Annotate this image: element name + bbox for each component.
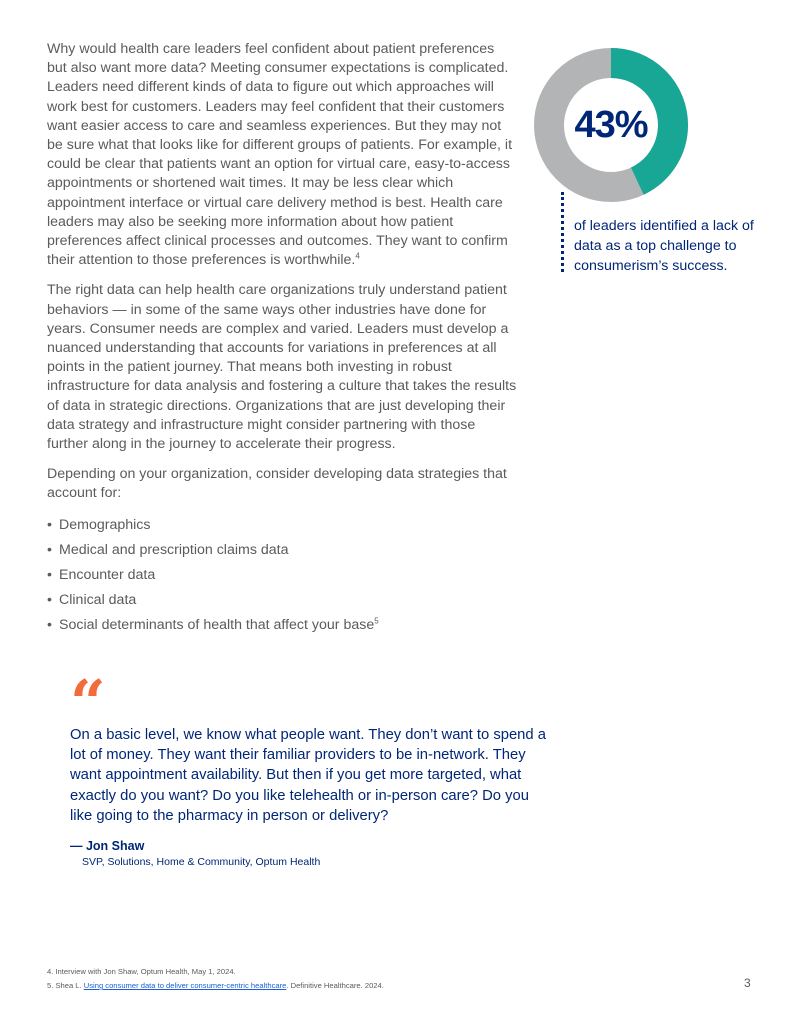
footnote-5-author: 5. Shea L. (47, 981, 82, 990)
paragraph-1-text: Why would health care leaders feel confident about patient preferences but also want more data? Meeting consumer expectations is complicated. Leaders need different kinds of data to figure out which approaches will work best for customers. Leaders may feel confident that their customers want easier access to care and seamless experiences. But they may not be sure what that looks like for different groups of patients. For example, it could be clear that patients want an option for virtual care, easy-to-access appointments or shortened wait times. It may be less clear which appointment interface or virtual care delivery method is best. Health care leaders may also be seeking more information about how patient preferences affect clinical processes and outcomes. They want to confirm their attention to those preferences is worthwhile. (47, 41, 513, 269)
list-item-text: Demographics (59, 516, 151, 533)
stat-description: of leaders identified a lack of data as a top challenge to consumerism’s success. (574, 218, 754, 274)
footnote-5-link[interactable]: Using consumer data to deliver consumer-centric healthcare (83, 981, 287, 990)
footnote-5-source: . Definitive Healthcare. 2024. (286, 981, 384, 990)
main-text-column (47, 40, 517, 642)
list-item-text: Clinical data (59, 592, 137, 609)
bullet-icon: • (47, 567, 52, 584)
bullet-icon: • (47, 516, 52, 533)
data-strategy-list (47, 516, 517, 636)
body-paragraph-1 (47, 40, 517, 270)
bullet-icon: • (47, 592, 52, 609)
dotted-divider (561, 192, 564, 272)
footnote-5 (47, 979, 384, 993)
stat-value: 43% (574, 104, 648, 146)
list-item (47, 591, 517, 610)
footnotes (47, 965, 384, 993)
footnote-ref-4[interactable]: 4 (355, 251, 360, 261)
list-item (47, 616, 517, 635)
bullet-icon: • (47, 617, 52, 634)
quote-author: — Jon Shaw (70, 839, 145, 854)
body-paragraph-3: Depending on your organization, consider developing data strategies that account for: (47, 466, 507, 502)
quote-mark-icon: “ (70, 666, 102, 739)
list-item (47, 566, 517, 585)
list-item (47, 541, 517, 560)
bullet-icon: • (47, 541, 52, 558)
footnote-ref-5[interactable]: 5 (374, 616, 379, 626)
quote-text: On a basic level, we know what people want. They don’t want to spend a lot of money. They want their familiar providers to be in-network. They want appointment availability. But then if you get more targeted, what exactly do you want? Do you like telehealth or in-person care? Do you like going to the pharmacy in person or delivery? (70, 727, 546, 824)
quote-author-role: SVP, Solutions, Home & Community, Optum Health (82, 856, 321, 869)
list-item-text: Encounter data (59, 567, 156, 584)
list-item (47, 516, 517, 535)
stat-callout (534, 48, 764, 288)
body-paragraph-2: The right data can help health care organizations truly understand patient behaviors — in some of the same ways other industries have done for years. Consumer needs are complex and varied. Leaders must develop a nuanced understanding that accounts for variations in preferences at all points in the patient journey. That means both investing in robust infrastructure for data analysis and fostering a culture that takes the results of data in strategic directions. Organizations that are just developing their data strategy and infrastructure might consider partnering with those further along in the journey to accelerate their progress. (47, 282, 517, 453)
page-number: 3 (744, 976, 751, 990)
footnote-4: 4. Interview with Jon Shaw, Optum Health, May 1, 2024. (47, 967, 236, 976)
list-item-text: Social determinants of health that affect your base (59, 617, 375, 634)
pull-quote (70, 666, 550, 869)
list-item-text: Medical and prescription claims data (59, 541, 289, 558)
